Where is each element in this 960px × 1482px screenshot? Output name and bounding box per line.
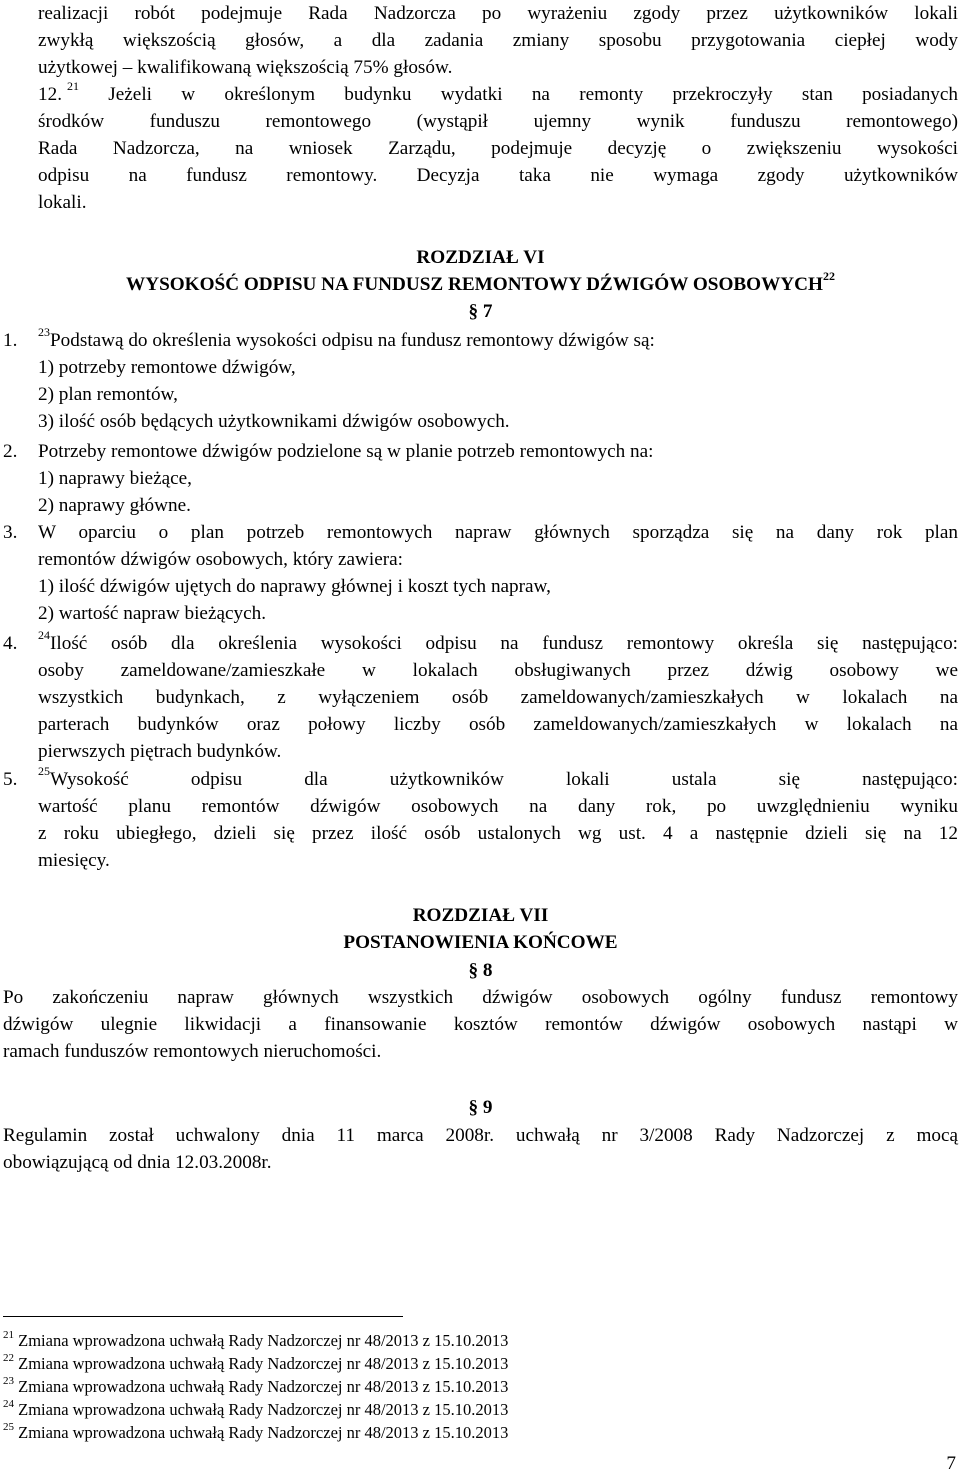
footnote-ref: 22 <box>822 268 835 283</box>
footnote-ref: 25 <box>38 763 50 778</box>
chapter-6-title: WYSOKOŚĆ ODPISU NA FUNDUSZ REMONTOWY DŹWIGÓW OSOBOWYCH$^{22}$ <box>126 268 835 295</box>
footnote-ref: 24 <box>38 627 50 642</box>
item-text: Potrzeby remontowe dźwigów podzielone są w planie potrzeb remontowych na: <box>38 441 654 462</box>
sub-item: 1) ilość dźwigów ujętych do naprawy głównej i koszt tych napraw, <box>38 576 551 597</box>
text-line: $^{24}$Ilość osób dla określenia wysokości odpisu na fundusz remontowy określa się następująco: <box>38 627 958 654</box>
text-line: $^{21}$ Jeżeli w określonym budynku wydatki na remonty przekroczyły stan posiadanych <box>67 78 959 105</box>
text-line: realizacji robót podejmuje Rada Nadzorcza po wyrażeniu zgody przez użytkowników lokali <box>38 3 958 24</box>
footnote-ref: 23 <box>38 324 50 339</box>
sub-item: 3) ilość osób będących użytkownikami dźwigów osobowych. <box>38 411 510 432</box>
chapter-7-title: POSTANOWIENIA KOŃCOWE <box>343 932 618 953</box>
text-line: obowiązującą od dnia 12.03.2008r. <box>3 1152 272 1173</box>
section-9: § 9 <box>468 1097 493 1118</box>
item-number: 12. <box>38 84 62 105</box>
text-line: Rada Nadzorcza, na wniosek Zarządu, podejmuje decyzję o zwiększeniu wysokości <box>38 138 958 159</box>
item-number: 1. <box>3 330 18 351</box>
item-text: $^{23}$Podstawą do określenia wysokości odpisu na fundusz remontowy dźwigów są: <box>38 324 655 351</box>
text-line: lokali. <box>38 192 87 213</box>
chapter-6-heading: ROZDZIAŁ VI <box>416 247 545 268</box>
text-line: Po zakończeniu napraw głównych wszystkich dźwigów osobowych ogólny fundusz remontowy <box>3 987 958 1008</box>
text-line: pierwszych piętrach budynków. <box>38 741 282 762</box>
text-line: miesięcy. <box>38 850 110 871</box>
sub-item: 1) naprawy bieżące, <box>38 468 192 489</box>
section-7: § 7 <box>468 301 493 322</box>
footnote: $^{24}$ Zmiana wprowadzona uchwałą Rady Nadzorczej nr 48/2013 z 15.10.2013 <box>3 1397 509 1419</box>
text-line: W oparciu o plan potrzeb remontowych napraw głównych sporządza się na dany rok plan <box>38 522 958 543</box>
text-line: użytkowej – kwalifikowaną większością 75% głosów. <box>38 57 453 78</box>
intro-paragraph <box>38 0 958 81</box>
footnote: $^{23}$ Zmiana wprowadzona uchwałą Rady Nadzorczej nr 48/2013 z 15.10.2013 <box>3 1374 509 1396</box>
section-9-paragraph <box>3 1122 958 1176</box>
section-8: § 8 <box>468 960 493 981</box>
sub-item: 2) naprawy główne. <box>38 495 191 516</box>
sub-item: 2) wartość napraw bieżących. <box>38 603 267 624</box>
sub-item: 1) potrzeby remontowe dźwigów, <box>38 357 296 378</box>
item-number: 5. <box>3 769 18 790</box>
section-8-paragraph <box>3 984 958 1065</box>
footnote-ref: 21 <box>67 78 79 93</box>
footnote: $^{22}$ Zmiana wprowadzona uchwałą Rady Nadzorczej nr 48/2013 z 15.10.2013 <box>3 1351 509 1373</box>
text-line: wartość planu remontów dźwigów osobowych na dany rok, po uwzględnieniu wyniku <box>38 796 958 817</box>
chapter-7-heading: ROZDZIAŁ VII <box>412 905 549 926</box>
footnote: $^{21}$ Zmiana wprowadzona uchwałą Rady Nadzorczej nr 48/2013 z 15.10.2013 <box>3 1328 509 1350</box>
text-line: parterach budynków oraz połowy liczby osób zameldowanych/zamieszkałych w lokalach na <box>38 714 958 735</box>
item-number: 4. <box>3 633 18 654</box>
sub-item: 2) plan remontów, <box>38 384 178 405</box>
page-number: 7 <box>946 1453 956 1474</box>
footnote: $^{25}$ Zmiana wprowadzona uchwałą Rady Nadzorczej nr 48/2013 z 15.10.2013 <box>3 1420 509 1442</box>
text-line: wszystkich budynkach, z wyłączeniem osób zameldowanych/zamieszkałych w lokalach na <box>38 687 958 708</box>
text-line: dźwigów ulegnie likwidacji a finansowanie kosztów remontów dźwigów osobowych nastąpi w <box>3 1014 958 1035</box>
text-line: z roku ubiegłego, dzieli się przez ilość osób ustalonych wg ust. 4 a następnie dzieli się na 12 <box>38 823 958 844</box>
item-number: 2. <box>3 441 18 462</box>
text-line: odpisu na fundusz remontowy. Decyzja taka nie wymaga zgody użytkowników <box>38 165 958 186</box>
text-line: osoby zameldowane/zamieszkałe w lokalach obsługiwanych przez dźwig osobowy we <box>38 660 958 681</box>
text-line: ramach funduszów remontowych nieruchomości. <box>3 1041 382 1062</box>
text-line: zwykłą większością głosów, a dla zadania zmiany sposobu przygotowania ciepłej wody <box>38 30 958 51</box>
text-line: $^{25}$Wysokość odpisu dla użytkowników lokali ustala się następująco: <box>38 763 958 790</box>
text-line: Regulamin został uchwalony dnia 11 marca 2008r. uchwałą nr 3/2008 Rady Nadzorczej z mocą <box>3 1125 958 1146</box>
item-number: 3. <box>3 522 18 543</box>
footnote-separator <box>3 1316 403 1317</box>
text-line: środków funduszu remontowego (wystąpił ujemny wynik funduszu remontowego) <box>38 111 958 132</box>
text-line: remontów dźwigów osobowych, który zawiera: <box>38 549 404 570</box>
